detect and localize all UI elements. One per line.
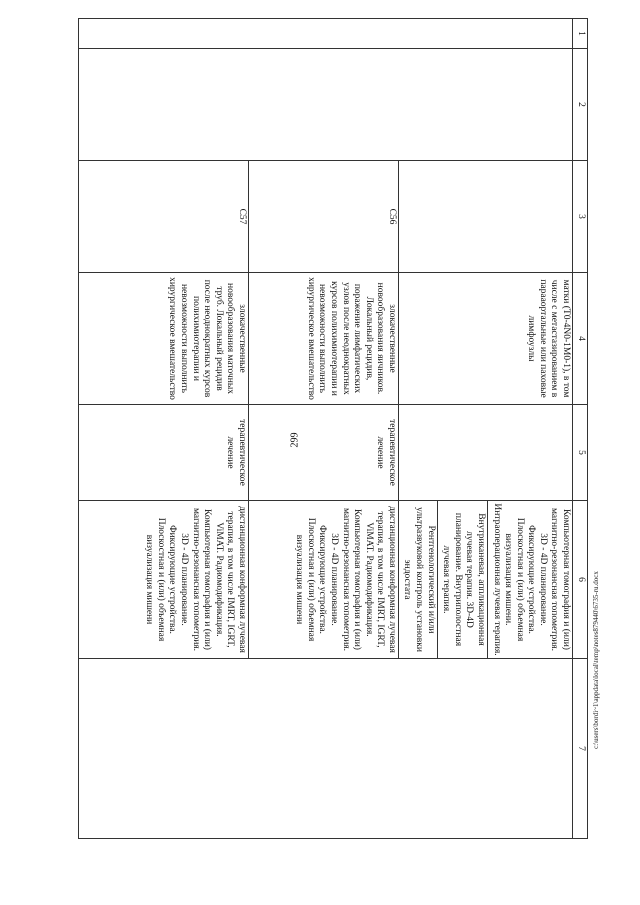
cell-col1	[79, 19, 573, 49]
row1-col6-part1: Компьютерная томография и (или) магнитно-резонансная топометрия. 3D - 4D планирование. Фиксирующие устройства. Плоскостная и (или) объемная визуализация мишени. Интраоперационная лучевая терапия.	[487, 501, 572, 658]
cell-row3-col5: терапевтическое лечение	[79, 405, 249, 501]
header-cell-4: 4	[573, 273, 588, 405]
treatment-table	[78, 18, 588, 839]
cell-row2-col3: C56	[248, 161, 398, 273]
header-cell-6: 6	[573, 501, 588, 659]
footer-file-path: c:\users\bordi~1\appdata\local\temp\notes879440\6735-ru.docx	[592, 571, 600, 749]
cell-col2	[79, 49, 573, 161]
cell-row1-col4: матки (T0-4N0-1M0-1), в том числе с метастазированием в парааортальные или паховые лимфоузлы	[398, 273, 572, 405]
cell-row3-col3: C57	[79, 161, 249, 273]
header-cell-7: 7	[573, 659, 588, 839]
page-number: 299	[289, 432, 301, 448]
row1-col6-part3: Рентгенологический и/или ультразвуковой контроль установки эндостата	[402, 507, 436, 652]
cell-row3-col6: дистанционная конформная лучевая терапия, в том числе IMRT, IGRT, ViMAT. Радиомодификация. Компьютерная томография и (или) магнитно-резонансная топометрия. 3D - 4D планирование. Фиксирующие устройства. Плоскостная и (или) объемная визуализация мишени	[79, 501, 249, 659]
table-row	[573, 19, 588, 839]
cell-row3-col4: злокачественные новообразования маточных труб. Локальный рецидив после неоднократных курсов полихимиотерапии и невозможности выполнить хирургическое вмешательство	[79, 273, 249, 405]
header-cell-3: 3	[573, 161, 588, 273]
header-cell-1: 1	[573, 19, 588, 49]
header-cell-2: 2	[573, 49, 588, 161]
cell-row2-col6: дистанционная конформная лучевая терапия, в том числе IMRT, IGRT, ViMAT. Радиомодификация. Компьютерная томография и (или) магнитно-резонансная топометрия. 3D - 4D планирование. Фиксирующие устройства. Плоскостная и (или) объемная визуализация мишени	[248, 501, 398, 659]
cell-row1-col5	[398, 405, 572, 501]
row1-col6-part2: Внутриканевая, аппликационная лучевая терапия. 3D-4D планирование. Внутриполостная лучевая терапия.	[437, 501, 487, 658]
cell-col7	[79, 659, 573, 839]
cell-row2-col5: терапевтическое лечение	[248, 405, 398, 501]
rotated-table-container	[78, 18, 588, 838]
cell-row1-col3	[398, 161, 572, 273]
cell-row2-col4: злокачественные новообразования яичников. Локальный рецидив, поражение лимфатических узлов после неоднократных курсов полихимиотерапии и невозможности выполнить хирургическое вмешательство	[248, 273, 398, 405]
cell-row1-col6	[398, 501, 572, 659]
header-cell-5: 5	[573, 405, 588, 501]
table-row	[398, 19, 572, 839]
